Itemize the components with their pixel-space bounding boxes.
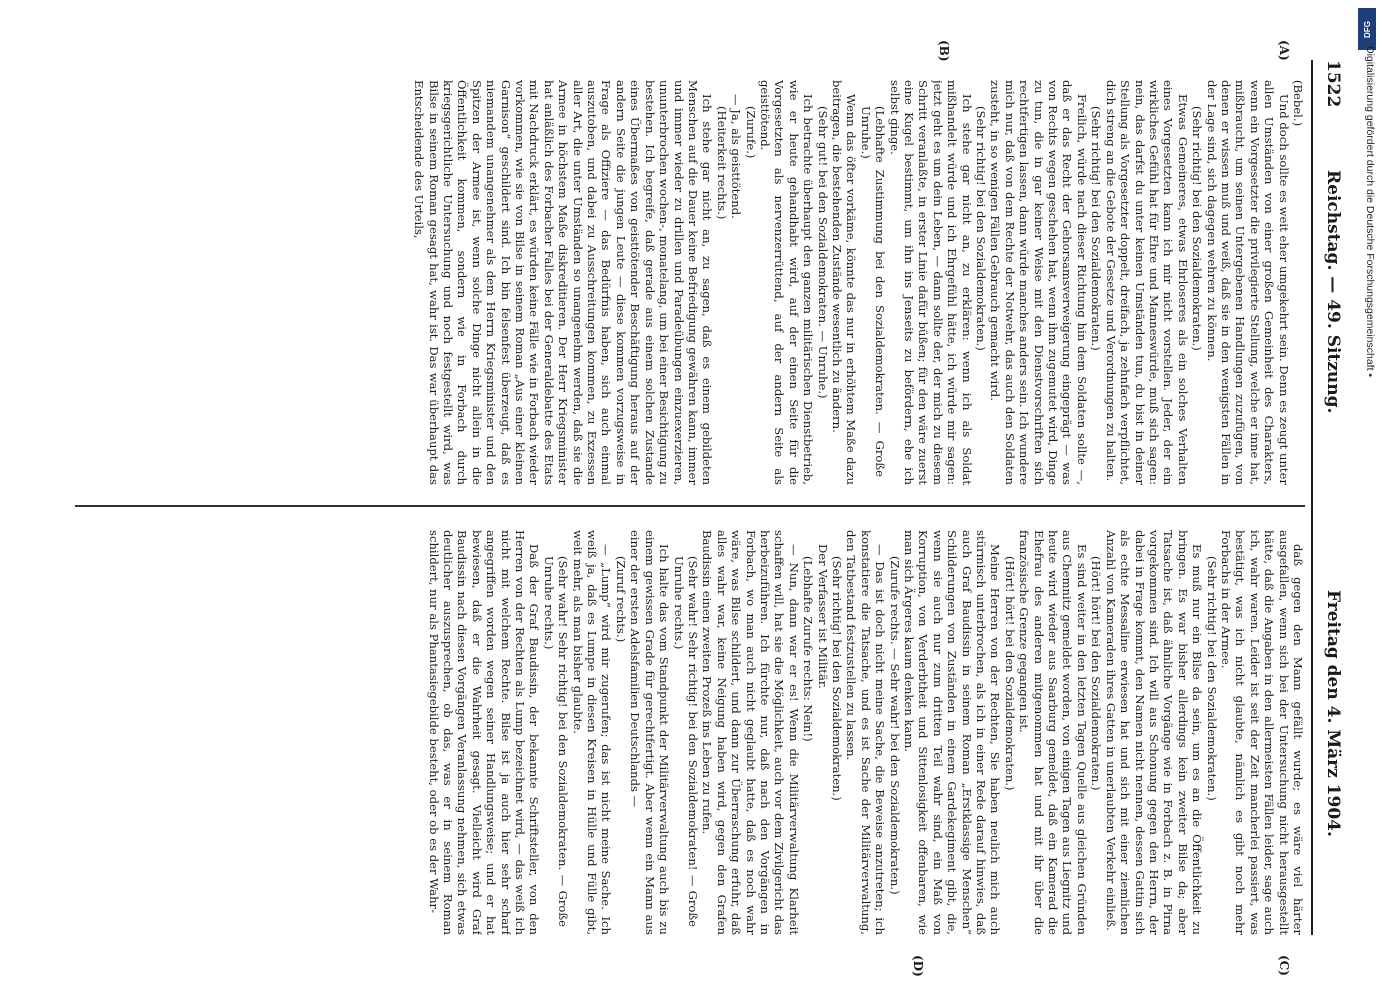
interjection: (Hört! hört! bei den Sozialdemokraten.) [1089, 556, 1104, 791]
paragraph: — Nun, dann war er es! Wenn die Militärverwaltung Klarheit schaffen will, hat sie die Möglichkeit, auch vor dem Zivilgericht das herbeizuführen. Ich fürchte nur, daß nach den Vorgängen in Forbach, wo man auch nicht geglaubt hatte, daß es noch wahr wäre, was Bilse schildert, und dann zur Überraschung erfuhr, daß alles wahr war, keine Neigung haben wird, gegen den Grafen Baudissin einen zweiten Prozeß ins Leben zu rufen. [700, 530, 801, 935]
paragraph: Ich betrachte überhaupt den ganzen militärischen Dienstbetrieb, wie er heute gehandhabt wird, auf der einen Seite für die Vorgesetzten als nervenzerrüttend, auf der andern Seite als geisttötend. [757, 80, 816, 485]
interjection: (Sehr wahr! Sehr richtig! bei den Sozialdemokraten. — Große Unruhe rechts.) [541, 556, 571, 927]
paragraph: daß gegen den Mann gefällt wurde; es wäre viel härter ausgefallen, wenn sich bei der Untersuchung nicht herausgestellt hätte, daß die Angaben in den allermeisten Fällen leider, sage auch ich, wahr waren. Leider ist seit der Zeit mancherlei passiert, was bestätigt, was ich nicht glaubte, nämlich es gibt noch mehr Forbachs in der Armee. [1218, 530, 1305, 935]
interjection: (Zurufe.) [743, 106, 758, 159]
paragraph: Ich stehe gar nicht an, zu erklären: wenn ich als Soldat mißhandelt würde und ich Ehrgefühl hätte, ich würde mir sagen: jetzt geht es um dein Leben, — dann sollte der, der mich zu diesem Schritt veranlaßte, in erster Linie dafür büßen; für den wäre zuerst eine Kugel bestimmt, um ihn ins Jenseits zu befördern, ehe ich selbst ginge. [887, 80, 974, 485]
text-column-right [70, 530, 1305, 935]
paragraph: Der Verfasser ist Militär. [815, 544, 830, 689]
paragraph: Freilich, würde nach dieser Richtung hin dem Soldaten sollte —, daß er das Recht der Gehorsamsverweigerung eingeprägt — was von Rechts wegen geschehen hat, wenn ihm zugemutet wird, Dinge zu tun, die in gar keiner Weise mit den Dienstvorschriften sich rechtfertigen lassen, dann würde manches anders sein. Ich wundere mich nur, daß von dem Rechte der Notwehr, das auch den Soldaten zusteht, in so wenigen Fällen Gebrauch gemacht wird. [988, 80, 1089, 485]
interjection: (Sehr richtig! bei den Sozialdemokraten.) [974, 106, 989, 351]
dfg-logo-text: DFG [1362, 20, 1372, 38]
paragraph: Es muß nur ein Bilse da sein, um es an die Öffentlichkeit zu bringen. Es war bisher allerdings kein zweiter Bilse da; aber Tatsache ist, daß ähnliche Vorgänge wie in Forbach z. B. in Pirna vorgekommen sind. Ich will aus Schonung gegen den Herrn, der dabei in Frage kommt, den Namen nicht nennen, dessen Gattin sich als echte Messaline erwiesen hat und sich mit einer ziemlichen Anzahl von Kameraden ihres Gatten in unerlaubten Verkehr einließ. [1103, 530, 1205, 935]
paragraph: Meine Herren von der Rechten, Sie haben neulich mich auch stürmisch unterbrochen, als ich in einer Rede darauf hinwies, daß auch Graf Baudissin in seinem Roman „Erstklassige Menschen“ Schilderungen von Zuständen in einem Gardekegiment gibt, die, wenn sie auch nur zum dritten Teil wahr sind, ein Maß von Korruption, von Verderbtheit und Sittenlosigkeit offenbaren, wie man sich Ärgeres kaum denken kann. [902, 530, 1003, 935]
digitization-strip [1358, 8, 1378, 988]
paragraph: Und doch sollte es weit eher umgekehrt sein. Denn es zeugt unter allen Umständen von einer großen Gemeinheit des Charakters, wenn ein Vorgesetzter die privilegierte Stellung, welche er inne hat, mißbraucht, um seinen Untergebenen Handlungen zuzufügen, von denen er wissen muß und weiß, daß sie in den wenigsten Fällen in der Lage sind, sich dagegen wehren zu können. [1204, 80, 1291, 485]
page-header [1313, 60, 1353, 960]
paragraph: Etwas Gemeineres, etwas Ehrloseres als ein solches Verhalten eines Vorgesetzten kann ich mir nicht vorstellen. Jeder, der ein wirkliches Gefühl hat für Ehre und Manneswürde, muß sich sagen: nein, das darfst du unter keinen Umständen tun, du bist in deiner Stellung als Vorgesetzter doppelt, dreifach, ja zehnfach verpflichtet, dich streng an die Gebote der Gesetze und Verordnungen zu halten. [1103, 80, 1190, 485]
paragraph: Wenn das öfter vorkäme, könnte das nur in erhöhtem Maße dazu beitragen, die bestehenden Zustände wesentlich zu ändern. [830, 80, 859, 485]
paragraph: Daß der Graf Baudissin, der bekannte Schriftsteller, von den Herren von der Rechten als Lump bezeichnet wird, — das weiß ich nicht mit welchem Rechte. Bilse ist ja auch hier sehr scharf angegriffen worden wegen seiner Handlungsweise; und er hat bewiesen, daß er die Wahrheit gesagt. Vielleicht wird Graf Baudissin nach diesen Vorgängen Veranlassung nehmen, sich etwas deutlicher auszusprechen, ob das, was er in seinem Roman schildert, nur als Phantasiegebilde besteht, oder ob es der Wahr- [426, 530, 542, 935]
paragraph: — Das ist doch nicht meine Sache, die Beweise anzutreten; ich konstatiere die Tatsache, und es ist Sache der Militärverwaltung, den Tatbestand festzustellen zu lassen. [844, 530, 888, 935]
paragraph: Es sind weiter in den letzten Tagen Quelle aus gleichen Gründen aus Chemnitz gemeldet worden, von einigen Tagen aus Liegnitz und heute wird wieder aus Saarburg gemeldet, daß ein Kamerad die Ehefrau des anderen mitgenommen hat und mit ihr über die französische Grenze gegangen ist. [1017, 530, 1089, 935]
dfg-logo [1358, 8, 1376, 50]
interjection: (Hört! hört! bei den Sozialdemokraten.) [1002, 556, 1017, 791]
margin-mark-b: (B) [937, 40, 951, 62]
interjection: (Lebhafte Zustimmung bei den Sozialdemokraten. — Große Unruhe.) [858, 106, 888, 477]
paragraph: — Ja, als geisttötend. [729, 94, 744, 219]
header-session: Reichstag. — 49. Sitzung. [1323, 170, 1343, 414]
interjection: (Sehr richtig! bei den Sozialdemokraten.) [830, 556, 844, 801]
interjection: (Sehr richtig! bei den Sozialdemokraten.) [1190, 106, 1205, 351]
interjection: (Heiterkeit rechts.) [714, 106, 729, 220]
margin-mark-a: (A) [1277, 40, 1291, 61]
header-rule [1311, 60, 1313, 935]
interjection: (Zurufe rechts. — Sehr wahr! bei den Sozialdemokraten.) [887, 556, 902, 895]
text-column-left [70, 80, 1305, 485]
paragraph: Ich halte das vom Standpunkt der Militärverwaltung auch bis zu einem gewissen Grade für gerechtfertigt. Aber wenn ein Mann aus einer der ersten Adelsfamilien Deutschlands — [628, 530, 672, 935]
margin-mark-c: (C) [1277, 955, 1291, 976]
speaker-name: (Bebel.) [1291, 80, 1305, 127]
margin-mark-d: (D) [911, 955, 925, 977]
interjection: (Sehr wahr! Sehr richtig! bei den Sozialdemokraten! — Große Unruhe rechts.) [671, 556, 700, 927]
header-date: Freitag den 4. März 1904. [1323, 590, 1343, 837]
paragraph: — „Lump“ wird mir zugerufen; das ist nicht meine Sache. Ich weiß ja, daß es Lumpe in diesen Kreisen in Hülle und Fülle gibt, weit mehr, als man bisher glaubte. [570, 530, 614, 935]
interjection: (Sehr gut! bei den Sozialdemokraten. — Unruhe.) [815, 106, 830, 399]
interjection: (Sehr richtig! bei den Sozialdemokraten.) [1089, 106, 1104, 351]
interjection: (Sehr richtig! bei den Sozialdemokraten.) [1204, 556, 1219, 801]
paragraph: Ich stehe gar nicht an, zu sagen, daß es einem gebildeten Menschen auf die Dauer keine Befriedigung gewähren kann, immer und immer wieder zu drillen und Paradeübungen einzuexerzieren, ununterbrochen wochen-, monatelang, um bei einer Besichtigung zu bestehen. Ich begreife, daß gerade aus einem solchen Zustande eines Übermaßes von geisttötender Beschäftigung heraus auf der andern Seite die jungen Leute — diese kommen vorzugsweise in Frage als Offiziere — das Bedürfnis haben, sich auch einmal auszutoben, und dabei zu Ausschreitungen kommen, zu Exzessen aller Art, die unter Umständen so unangenehm werden, daß sie die Armee in höchstem Maße diskreditieren. Der Herr Kriegsminister hat anläßlich des Forbacher Falles bei der Generaldebatte des Etats mit Nachdruck erklärt, es würden keine Fälle wie in Forbach wieder vorkommen, wie sie von Bilse in seinem Roman „Aus einer kleinen Garnison“ geschildert sind. Ich bin felsenfest überzeugt, daß es niemandem unangenehmer als dem Herrn Kriegsminister und den Spitzen der Armee ist, wenn solche Dinge nicht allein in die Öffentlichkeit kommen, sondern wie in Forbach durch kriegsgerichtliche Untersuchung und noch festgestellt wird, was Bilse in seinem Roman gesagt hat, wahr ist. Das war überhaupt das Entscheidende des Urteils, [412, 80, 715, 485]
interjection: (Zuruf rechts.) [613, 556, 628, 643]
interjection: (Lebhafte Zurufe rechts: Nein!) [801, 556, 816, 742]
column-divider [75, 505, 1305, 507]
digitization-note: Digitalisierung gefördert durch die Deutsche Forschungsgemeinschaft • [1364, 46, 1376, 378]
page-number: 1522 [1323, 60, 1343, 108]
